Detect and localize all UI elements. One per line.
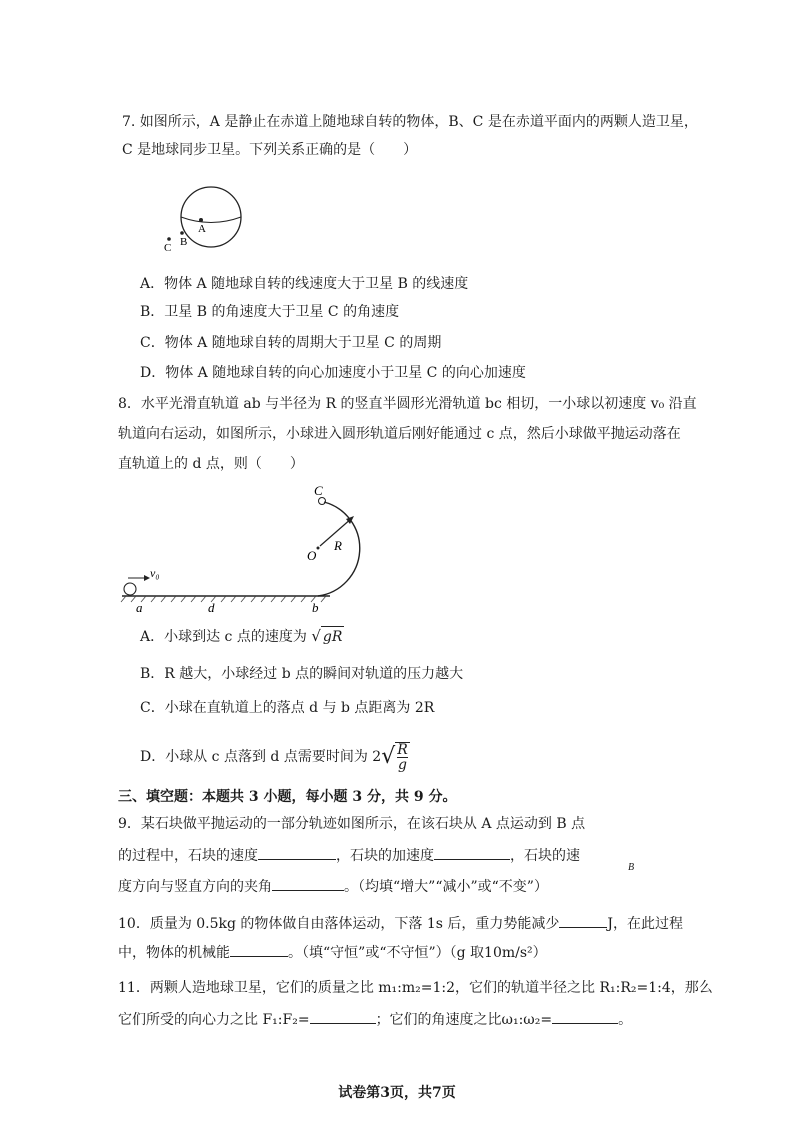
label-o: O — [307, 548, 317, 563]
label-b: B — [180, 236, 188, 248]
label-a: A — [198, 223, 206, 235]
label-d: d — [208, 600, 215, 615]
q8-stem-line3: 直轨道上的 d 点，则（ ） — [118, 456, 304, 472]
page-footer: 试卷第3页，共7页 — [338, 1085, 456, 1101]
label-v0: v₀ — [150, 566, 160, 580]
blank-force-ratio[interactable] — [310, 1009, 376, 1024]
point-a — [199, 218, 203, 222]
q8-option-a-text: A．小球到达 c 点的速度为 — [140, 629, 307, 645]
q7-stem-line1: 7. 如图所示，A 是静止在赤道上随地球自转的物体，B、C 是在赤道平面内的两颗人造卫星， — [122, 114, 698, 130]
q10-line1: 10．质量为 0.5kg 的物体做自由落体运动，下落 1s 后，重力势能减少 J，在此过程 — [118, 913, 683, 934]
q8-option-d-fraction: $\frac{R}{g}$ — [397, 742, 408, 773]
q7-option-d: D．物体 A 随地球自转的向心加速度小于卫星 C 的向心加速度 — [140, 365, 526, 381]
q7-option-a: A．物体 A 随地球自转的线速度大于卫星 B 的线速度 — [140, 276, 469, 292]
q9-line3: 度方向与竖直方向的夹角 。（均填“增大”“减小”或“不变”） — [118, 876, 548, 897]
track-hatching — [121, 596, 326, 602]
label-a: a — [136, 600, 143, 615]
q9-stem-line1: 9．某石块做平抛运动的一部分轨迹如图所示，在该石块从 A 点运动到 B 点 — [118, 816, 586, 832]
q7-stem-line2: C 是地球同步卫星。下列关系正确的是（ ） — [122, 142, 418, 158]
q7-option-c: C．物体 A 随地球自转的周期大于卫星 C 的周期 — [140, 335, 442, 351]
equator-line — [181, 217, 241, 223]
label-b: b — [312, 600, 319, 615]
satellite-c — [167, 237, 171, 241]
label-c: C — [314, 483, 323, 498]
q8-option-a: A．小球到达 c 点的速度为 √ gR — [140, 627, 343, 645]
q11-line2: 它们所受的向心力之比 F₁:F₂= ；它们的角速度之比ω₁:ω₂= 。 — [118, 1009, 632, 1030]
blank-velocity[interactable] — [258, 845, 336, 860]
blank-mechanical-energy[interactable] — [230, 942, 288, 957]
q8-option-b: B．R 越大，小球经过 b 点的瞬间对轨道的压力越大 — [140, 666, 464, 682]
blank-angle[interactable] — [272, 876, 344, 891]
section3-title: 三、填空题：本题共 3 小题，每小题 3 分，共 9 分。 — [118, 789, 457, 805]
earth-circle — [181, 187, 241, 247]
q8-track-figure — [118, 478, 388, 618]
blank-acceleration[interactable] — [434, 845, 510, 860]
center-o-dot — [317, 547, 320, 550]
q8-option-a-math: gR — [321, 626, 345, 647]
label-c: C — [164, 242, 172, 254]
q10-line2: 中，物体的机械能 。（填“守恒”或“不守恒”）（g 取10m/s²） — [118, 942, 547, 963]
blank-potential-energy[interactable] — [559, 913, 607, 928]
q8-option-d-text: D．小球从 c 点落到 d 点需要时间为 2 — [140, 749, 382, 765]
small-ball — [124, 583, 136, 595]
q8-option-c: C．小球在直轨道上的落点 d 与 b 点距离为 2R — [140, 700, 435, 716]
point-c-ball — [319, 498, 326, 505]
satellite-b — [180, 231, 184, 235]
q8-stem-line1: 8．水平光滑直轨道 ab 与半径为 R 的竖直半圆形光滑轨道 bc 相切，一小球以初速度 v₀ 沿直 — [118, 396, 697, 412]
q9-line2: 的过程中，石块的速度 ，石块的加速度 ，石块的速 — [118, 845, 580, 866]
label-r: R — [334, 538, 342, 553]
blank-angular-velocity-ratio[interactable] — [552, 1009, 618, 1024]
q8-stem-line2: 轨道向右运动，如图所示，小球进入圆形轨道后刚好能通过 c 点，然后小球做平抛运动落在 — [118, 426, 681, 442]
q9-figure-point-b: B — [628, 862, 635, 873]
q8-option-d: D．小球从 c 点落到 d 点需要时间为 2√ $\frac{R}{g}$ — [140, 742, 408, 773]
q7-earth-satellite-figure — [155, 182, 255, 257]
q11-stem-line1: 11．两颗人造地球卫星，它们的质量之比 m₁:m₂=1:2，它们的轨道半径之比 R₁:R₂=1:4，那么 — [118, 980, 713, 996]
q7-option-b: B．卫星 B 的角速度大于卫星 C 的角速度 — [140, 304, 400, 320]
